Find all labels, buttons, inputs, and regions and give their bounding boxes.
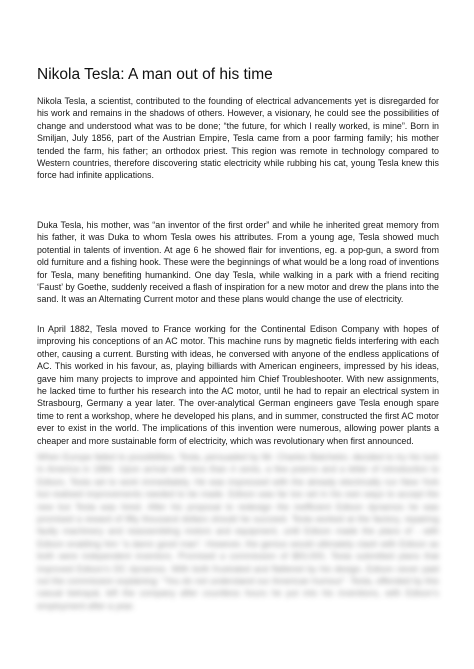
document-title: Nikola Tesla: A man out of his time bbox=[37, 66, 273, 83]
paragraph-3: In April 1882, Tesla moved to France working for the Continental Edison Company with hopes of improving his conceptions of an AC motor. This machine runs by magnetic fields interfering with each other, causing a current. Bursting with ideas, he conversed with anyone of the endless applications of AC. This worked in his favour, as, playing billiards with American engineers, impressed by his ideas, gave him many projects to improve and appointed him Chief Troubleshooter. With new assignments, he lacked time to further his research into the AC motor, until he had to repair an electrical system in Strasbourg, Germany a year later. The over-analytical German engineers gave Tesla enough spare time to rent a workshop, where he developed his plans, and in summer, constructed the first AC motor ever to exist in the world. The implications of this invention were numerous, allowing power plants a cheaper and more sustainable form of electricity, which was revolutionary when first announced. bbox=[37, 324, 439, 446]
paragraph-1: Nikola Tesla, a scientist, contributed to the founding of electrical advancements yet is disregarded for his work and remains in the shadows of others. However, a visionary, he could see the possibilities of change and understood what was to be done; “the future, for which I really worked, is mine”. Born in Smiljan, July 1856, part of the Austrian Empire, Tesla came from a poor farming family; his mother tended the farm, his father; an orthodox priest. This region was remote in technology compared to Western countries, therefore discovering static electricity while rubbing his cat, young Tesla knew this force had infinite applications. bbox=[37, 96, 439, 181]
paragraph-2: Duka Tesla, his mother, was “an inventor of the first order” and while he inherited great memory from his father, it was Duka to whom Tesla owes his attributes. From a young age, Tesla showed much potential in talents of invention. At age 6 he showed flair for inventions, eg. a pop-gun, a sword from old furniture and a fishing hook. These were the beginnings of what would be a long road of inventions for Tesla, many benefiting humankind. One day Tesla, while walking in a park with a friend reciting ‘Faust’ by Goethe, suddenly received a flash of inspiration for a new motor and drew the plans into the sand. It was an Alternating Current motor and these plans would change the use of electricity. bbox=[37, 220, 439, 305]
blurred-paragraph: When Europe failed to possibilities, Tesla, persuaded by Mr. Charles Batchelor, decided to try his luck in America in 1884. Upon arrival with less than 4 cents, a few poems and a letter of introduction to Edison, Tesla set to work immediately. He was impressed with the already electrically run New York but realised improvements needed to be made. Edison was far too set in his own ways to accept the new but Tesla was hired. After his proposal to redesign the inefficient Edison dynamos he was promised a reward of fifty thousand dollars should he succeed. Tesla worked at the factory, repairing faulty machinery and reassembling motors and equipment, until Edison made the plans of ; with Edison enabling him “a damn good man”. However, the genius would ultimately clash with Edison as both were independent inventors. Promised a commission of $50,000, Tesla submitted plans that improved Edison’s DC dynamos. With both frustrated and flattered by his design, Edison never paid out the commission explaining: “You do not understand our American humour”. Tesla, offended by this casual betrayal, left the company after countless hours he put into his inventions, with Edison’s employment after a year. bbox=[37, 452, 439, 611]
